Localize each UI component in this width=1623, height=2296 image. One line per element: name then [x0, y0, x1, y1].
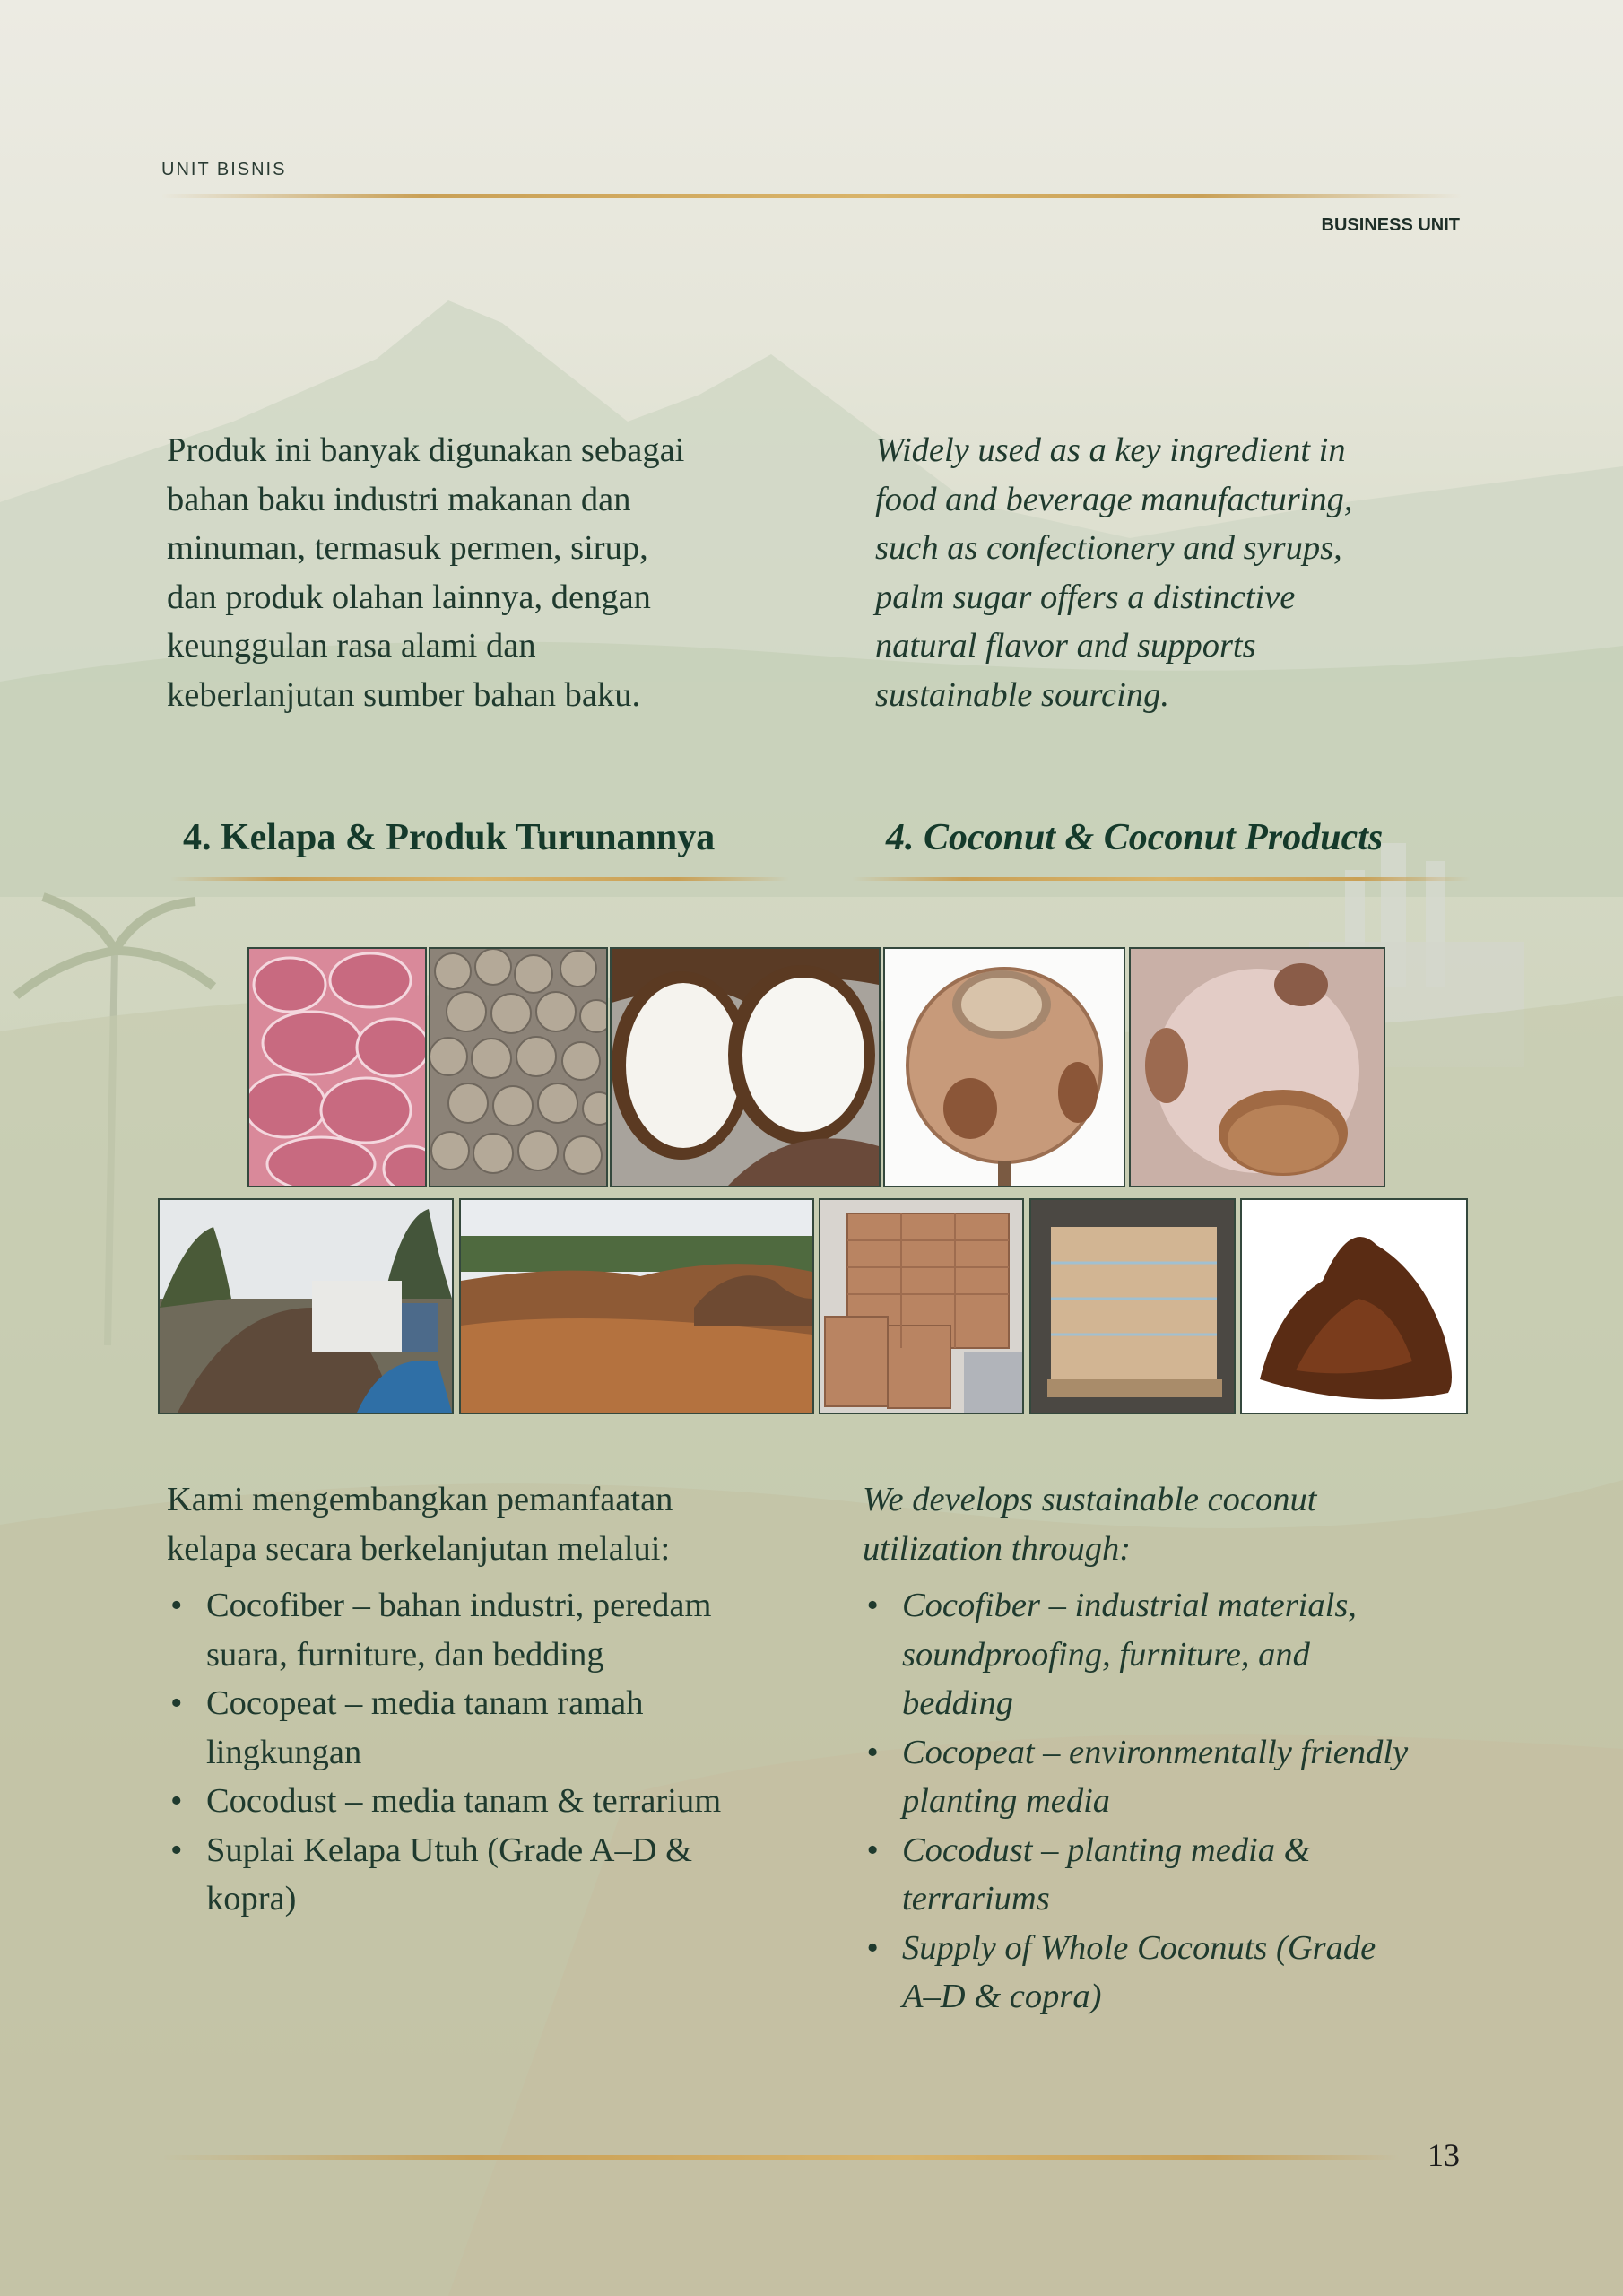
page-number: 13 — [1428, 2137, 1460, 2173]
text-line: • Cocofiber – bahan industri, peredam — [206, 1587, 712, 1624]
text-line: sustainable sourcing. — [875, 675, 1169, 714]
list-item — [863, 1728, 1481, 1826]
section-divider-id — [170, 877, 789, 881]
text-line: Kami mengembangkan pemanfaatan — [167, 1481, 673, 1518]
text-line: lingkungan — [206, 1733, 362, 1771]
text-line: • Cocofiber – industrial materials, — [902, 1587, 1357, 1624]
photo-coco-dust — [1240, 1198, 1468, 1414]
photo-husked-coconuts — [429, 947, 608, 1187]
product-list-en — [863, 1581, 1481, 2022]
section-title-en: 4. Coconut & Coconut Products — [886, 817, 1384, 858]
text-line: dan produk olahan lainnya, dengan — [167, 578, 651, 616]
text-line: palm sugar offers a distinctive — [875, 578, 1296, 616]
text-line: kopra) — [206, 1880, 297, 1918]
photo-coco-fiber-bales — [819, 1198, 1024, 1414]
text-line: A–D & copra) — [902, 1978, 1102, 2015]
text-line: • Cocopeat – environmentally friendly — [902, 1733, 1409, 1771]
text-line: • Supply of Whole Coconuts (Grade — [902, 1928, 1376, 1967]
list-item — [167, 1679, 794, 1777]
text-line: Produk ini banyak digunakan sebagai — [167, 431, 685, 469]
text-line: planting media — [902, 1782, 1111, 1820]
text-line: keunggulan rasa alami dan — [167, 627, 536, 665]
list-item — [167, 1581, 794, 1679]
text-line: kelapa secara berkelanjutan melalui: — [167, 1529, 671, 1568]
text-line: natural flavor and supports — [875, 627, 1256, 665]
list-item — [167, 1826, 794, 1924]
product-list-id — [167, 1581, 794, 1924]
text-line: • Cocopeat – media tanam ramah — [206, 1684, 644, 1722]
text-line: keberlanjutan sumber bahan baku. — [167, 675, 641, 714]
header-divider — [161, 194, 1462, 198]
text-line: terrariums — [902, 1880, 1050, 1918]
photo-hollow-coconut-shell — [1129, 947, 1385, 1187]
products-intro-en — [863, 1475, 1508, 1573]
photo-wrapped-pallet — [1029, 1198, 1236, 1414]
photo-coconut-sacks — [247, 947, 427, 1187]
text-line: bedding — [902, 1684, 1014, 1722]
text-line: utilization through: — [863, 1529, 1132, 1568]
list-item — [167, 1777, 794, 1826]
text-line: • Cocodust – planting media & — [902, 1831, 1311, 1869]
list-item — [863, 1826, 1481, 1924]
text-line: such as confectionery and syrups, — [875, 529, 1342, 567]
products-intro-id — [167, 1475, 848, 1573]
section-title-id: 4. Kelapa & Produk Turunannya — [183, 817, 716, 858]
text-line: We develops sustainable coconut — [863, 1481, 1317, 1518]
text-line: soundproofing, furniture, and — [902, 1635, 1310, 1674]
list-item — [863, 1581, 1481, 1728]
photo-split-coconut — [610, 947, 881, 1187]
text-line: Widely used as a key ingredient in — [875, 431, 1346, 469]
photo-carved-coconut-shell — [883, 947, 1125, 1187]
text-line: • Cocodust – media tanam & terrarium — [206, 1782, 722, 1820]
footer-divider — [161, 2155, 1399, 2160]
photo-husk-pile-truck — [158, 1198, 454, 1414]
intro-paragraph-en — [875, 426, 1467, 719]
header-right-label: BUSINESS UNIT — [1321, 215, 1460, 235]
text-line: minuman, termasuk permen, sirup, — [167, 529, 648, 567]
text-line: bahan baku industri makanan dan — [167, 480, 631, 518]
text-line: • Suplai Kelapa Utuh (Grade A–D & — [206, 1831, 693, 1869]
list-item — [863, 1924, 1481, 2022]
section-divider-en — [852, 877, 1471, 881]
photo-cocopeat-field — [459, 1198, 814, 1414]
text-line: suara, furniture, dan bedding — [206, 1635, 604, 1674]
intro-paragraph-id — [167, 426, 812, 719]
header-left-label: UNIT BISNIS — [161, 160, 287, 179]
text-line: food and beverage manufacturing, — [875, 480, 1353, 518]
